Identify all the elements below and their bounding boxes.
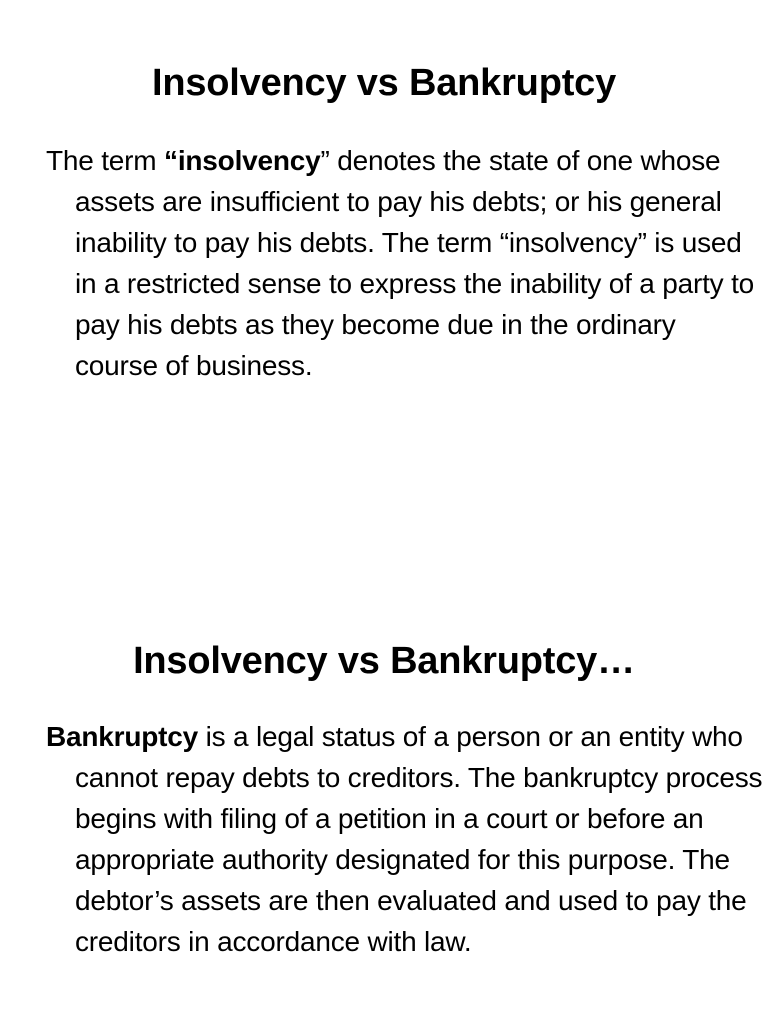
para-body-text: ” denotes the state of one whose assets are insufficient to pay his debts; or his general inability to pay his debts. The term “insolvency” is used in a restricted sense to express the inability of a party to pay his debts as they become due in the ordinary course of business. — [75, 145, 755, 381]
term-insolvency: “insolvency — [164, 145, 321, 176]
slide-title: Insolvency vs Bankruptcy… — [133, 640, 635, 682]
para-body-text: is a legal status of a person or an entity who cannot repay debts to creditors. The bankruptcy process begins with filing of a petition in a court or before an appropriate authority designated for this purpose. The debtor’s assets are then evaluated and used to pay the creditors in accordance with law. — [75, 721, 763, 957]
slide-title: Insolvency vs Bankruptcy — [151, 62, 617, 104]
bankruptcy-definition — [46, 716, 765, 962]
slide-bankruptcy — [0, 576, 768, 1024]
para-lead-text: The term — [46, 145, 165, 176]
term-bankruptcy: Bankruptcy — [46, 721, 199, 752]
insolvency-definition — [46, 140, 765, 386]
